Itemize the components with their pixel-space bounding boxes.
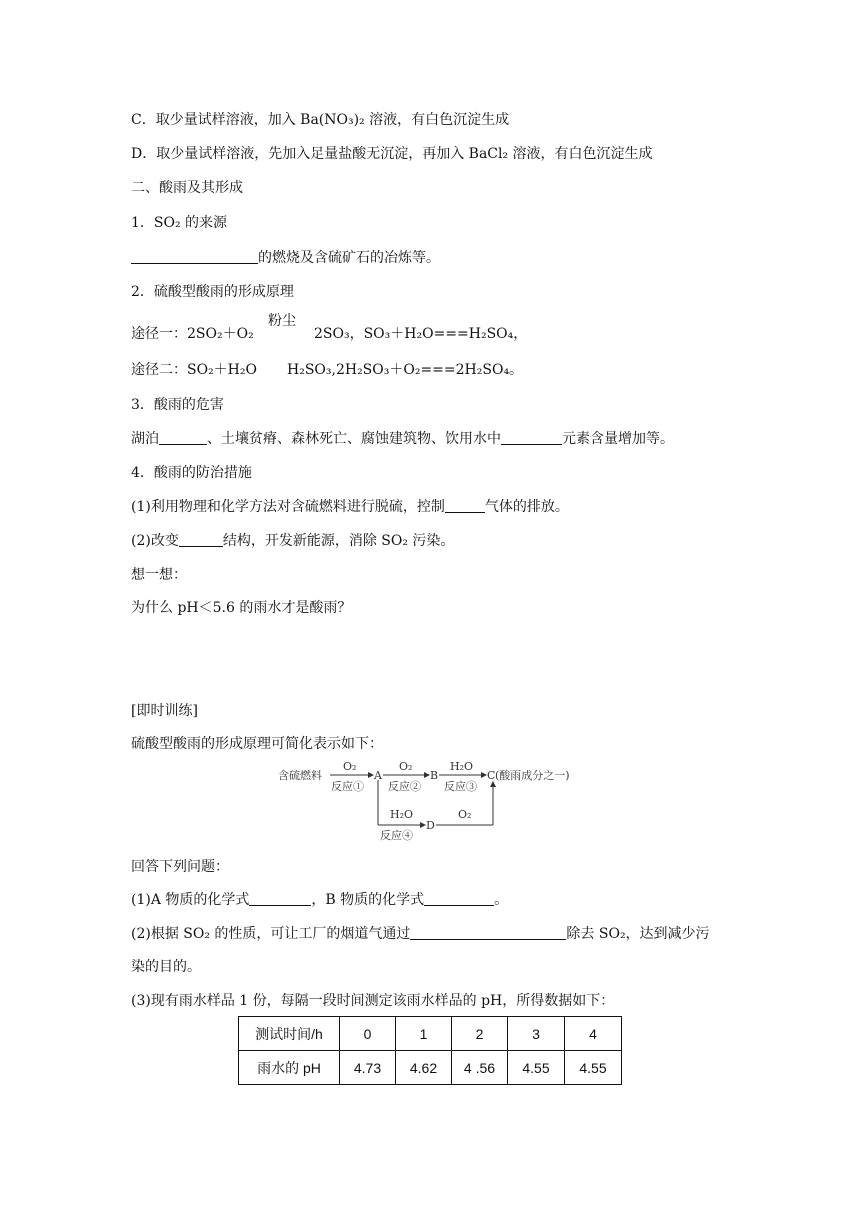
route-two-equation-right: H₂SO₃,2H₂SO₃＋O₂===2H₂SO₄。	[287, 362, 524, 378]
label-d: D	[426, 819, 435, 832]
harm-text-c: 元素含量增加等。	[562, 431, 674, 447]
subheading-formation: 2．硫酸型酸雨的形成原理	[131, 284, 294, 300]
fill-blank[interactable]	[249, 891, 311, 906]
table-cell: 4.62	[396, 1051, 452, 1085]
table-cell: 4.73	[340, 1051, 396, 1085]
route-one-equation-right: 2SO₃，SO₃＋H₂O===H₂SO₄，	[314, 326, 528, 342]
fill-blank[interactable]	[179, 532, 223, 547]
prevention-2	[131, 532, 454, 550]
fill-blank[interactable]	[445, 498, 485, 513]
label-c: C	[487, 769, 496, 782]
table-row	[239, 1017, 622, 1051]
q1-text-a: (1)A 物质的化学式	[131, 892, 250, 908]
label-reaction-1: 反应①	[331, 780, 364, 793]
option-d: D．取少量试样溶液，先加入足量盐酸无沉淀，再加入 BaCl₂ 溶液，有白色沉淀生成	[131, 146, 653, 162]
harm-text-b: 、土壤贫瘠、森林死亡、腐蚀建筑物、饮用水中	[207, 431, 501, 447]
question-2-cont: 染的目的。	[131, 959, 201, 975]
prevention-2-text-b: 结构，开发新能源，消除 SO₂ 污染。	[222, 533, 455, 549]
route-one-catalyst: 粉尘	[268, 313, 296, 329]
table-cell: 0	[340, 1017, 396, 1051]
table-row	[239, 1051, 622, 1085]
fill-blank[interactable]	[131, 249, 258, 264]
q2-text-a: (2)根据 SO₂ 的性质，可让工厂的烟道气通过	[131, 926, 411, 942]
ph-table	[238, 1016, 622, 1085]
training-heading: [即时训练]	[131, 703, 198, 719]
section-heading: 二、酸雨及其形成	[131, 180, 243, 196]
table-cell: 4.55	[565, 1051, 622, 1085]
think-question: 为什么 pH＜5.6 的雨水才是酸雨？	[131, 600, 352, 616]
table-cell: 3	[508, 1017, 565, 1051]
q1-text-c: 。	[494, 892, 509, 908]
route-one	[131, 325, 254, 343]
label-c-note: (酸雨成分之一)	[495, 769, 570, 782]
prevention-1	[131, 498, 569, 516]
so2-source-line	[131, 249, 440, 267]
label-h2o-2: H₂O	[390, 808, 414, 821]
label-h2o-1: H₂O	[450, 760, 474, 773]
label-o2-1: O₂	[343, 760, 357, 773]
label-reaction-3: 反应③	[444, 780, 477, 793]
table-cell: 雨水的 pH	[239, 1051, 340, 1085]
label-b: B	[430, 769, 439, 782]
label-reaction-2: 反应②	[388, 780, 421, 793]
route-two-equation-left: 途径二：SO₂＋H₂O	[131, 362, 257, 378]
label-reaction-4: 反应④	[380, 829, 413, 842]
table-cell: 1	[396, 1017, 452, 1051]
table-cell: 测试时间/h	[239, 1017, 340, 1051]
question-1	[131, 891, 508, 909]
table-cell: 2	[452, 1017, 508, 1051]
so2-source-text: 的燃烧及含硫矿石的冶炼等。	[258, 250, 440, 266]
label-o2-2: O₂	[399, 760, 413, 773]
fill-blank[interactable]	[501, 430, 562, 445]
route-one-equation-left: 途径一：2SO₂＋O₂	[131, 326, 254, 342]
fill-blank[interactable]	[410, 925, 566, 940]
subheading-so2-source: 1．SO₂ 的来源	[131, 215, 228, 231]
label-a: A	[374, 769, 382, 782]
table-cell: 4 .56	[452, 1051, 508, 1085]
harm-text-a: 湖泊	[131, 431, 159, 447]
reaction-flow-diagram	[270, 760, 590, 848]
fill-blank[interactable]	[159, 430, 207, 445]
prevention-2-text-a: (2)改变	[131, 533, 179, 549]
question-3: (3)现有雨水样品 1 份，每隔一段时间测定该雨水样品的 pH，所得数据如下：	[131, 993, 615, 1009]
q1-text-b: ，B 物质的化学式	[311, 892, 425, 908]
think-label: 想一想：	[131, 567, 187, 583]
diagram-intro: 硫酸型酸雨的形成原理可简化表示如下：	[131, 736, 383, 752]
option-c: C．取少量试样溶液，加入 Ba(NO₃)₂ 溶液，有白色沉淀生成	[131, 112, 510, 128]
subheading-prevention: 4．酸雨的防治措施	[131, 465, 252, 481]
prevention-1-text-b: 气体的排放。	[484, 499, 569, 515]
question-2	[131, 925, 710, 943]
prevention-1-text-a: (1)利用物理和化学方法对含硫燃料进行脱硫，控制	[131, 499, 445, 515]
fill-blank[interactable]	[424, 891, 494, 906]
harm-line	[131, 430, 674, 448]
table-cell: 4.55	[508, 1051, 565, 1085]
answer-intro: 回答下列问题：	[131, 859, 229, 875]
q2-text-b: 除去 SO₂，达到减少污	[566, 926, 710, 942]
table-cell: 4	[565, 1017, 622, 1051]
subheading-harm: 3．酸雨的危害	[131, 397, 224, 413]
label-fuel: 含硫燃料	[278, 769, 322, 782]
label-o2-3: O₂	[458, 808, 472, 821]
